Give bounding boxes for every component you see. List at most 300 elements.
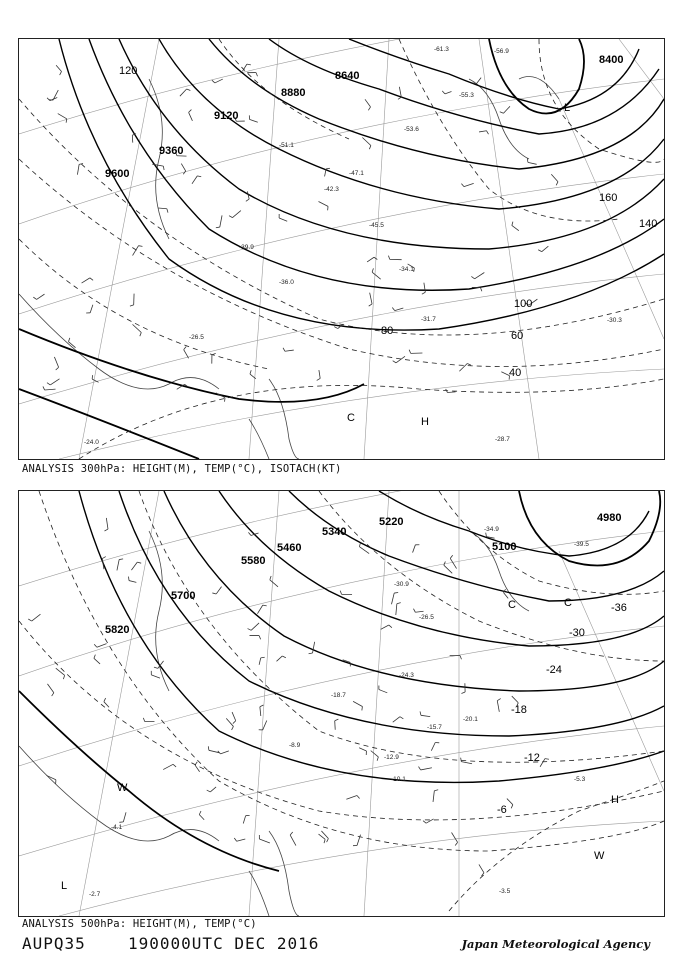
- high-center: H: [611, 794, 619, 806]
- temp-value: -28.7: [495, 436, 510, 443]
- wind-barb: [220, 215, 222, 227]
- temp-value: -20.1: [463, 716, 478, 723]
- temperature-labels: [497, 602, 627, 816]
- temp-value: -26.5: [419, 614, 434, 621]
- wind-barb: [476, 78, 481, 84]
- temp-label: -30: [569, 627, 585, 639]
- pressure-centers: [61, 597, 619, 892]
- wind-barb-feather: [102, 557, 105, 559]
- wind-barb-feather: [450, 555, 452, 558]
- wind-barb: [421, 768, 432, 770]
- coastlines: [19, 531, 529, 916]
- wind-barb: [90, 305, 93, 313]
- wind-barb-feather: [442, 91, 445, 94]
- wind-barb-feather: [256, 73, 258, 77]
- temp-value: -10.1: [391, 776, 406, 783]
- wind-barb-feather: [397, 603, 401, 604]
- station-marks: [33, 64, 558, 402]
- wind-barb-feather: [527, 158, 528, 162]
- wind-barb-feather: [409, 350, 411, 354]
- temp-value: -30.3: [607, 317, 622, 324]
- temp-label: -24: [546, 664, 562, 676]
- temp-value: -2.7: [89, 891, 101, 898]
- temp-label: -6: [497, 804, 507, 816]
- wind-barb-feather: [461, 184, 464, 187]
- wind-barb: [392, 593, 395, 604]
- wind-barb: [192, 176, 197, 184]
- height-label: 5460: [277, 542, 302, 554]
- temp-label: -12: [524, 752, 540, 764]
- wind-barb-feather: [480, 288, 481, 292]
- high-center: H: [421, 416, 429, 428]
- temp-value: -8.9: [289, 742, 301, 749]
- cold-center: C: [508, 599, 516, 611]
- height-labels: [105, 512, 621, 636]
- chart-300hpa-map: [19, 39, 664, 459]
- wind-barb: [270, 580, 278, 587]
- wind-barb: [123, 812, 126, 822]
- wind-barb-feather: [362, 706, 363, 710]
- wind-barb-feather: [420, 711, 421, 715]
- wind-barb-feather: [154, 667, 158, 668]
- wind-barb-feather: [422, 292, 425, 294]
- temp-value: -5.3: [574, 776, 586, 783]
- wind-barb: [257, 605, 262, 614]
- wind-barb: [37, 294, 45, 299]
- wind-barb-feather: [283, 348, 285, 351]
- temp-value: -45.5: [369, 222, 384, 229]
- wind-barb-feather: [140, 332, 141, 336]
- wind-barb: [551, 174, 558, 181]
- warm-center: W: [594, 850, 605, 862]
- wind-barb-feather: [139, 246, 143, 247]
- wind-barb-feather: [461, 758, 462, 762]
- wind-barb-feather: [189, 110, 192, 113]
- wind-barb: [497, 701, 499, 712]
- wind-barb-feather: [119, 559, 123, 560]
- wind-barb: [215, 79, 223, 83]
- wind-barb: [260, 707, 261, 716]
- temp-value: -24.0: [84, 439, 99, 446]
- wind-barb-feather: [369, 145, 371, 149]
- wind-barb: [54, 357, 58, 367]
- temp-value: -55.3: [459, 92, 474, 99]
- wind-barb-feather: [335, 719, 339, 721]
- wind-barb: [359, 748, 366, 751]
- wind-barb-feather: [423, 821, 426, 824]
- low-center: L: [564, 102, 571, 114]
- wind-barb: [151, 675, 160, 678]
- wind-barb: [47, 684, 53, 693]
- wind-barb: [452, 832, 458, 842]
- wind-barb: [396, 356, 405, 363]
- temp-value: -34.1: [399, 266, 414, 273]
- wind-barb-feather: [250, 370, 251, 374]
- valid-time: 190000UTC DEC 2016: [128, 934, 320, 953]
- wind-barb-feather: [90, 278, 93, 280]
- cold-center: C: [564, 597, 572, 609]
- wind-barb: [133, 246, 139, 256]
- wind-barb: [56, 65, 61, 71]
- wind-barb-feather: [94, 644, 97, 647]
- wind-barb-feather: [259, 636, 260, 640]
- temp-value: -24.3: [399, 672, 414, 679]
- wind-barb-feather: [263, 605, 267, 606]
- height-label: 5820: [105, 624, 130, 636]
- wind-barb-feather: [184, 347, 187, 350]
- temp-label: -18: [511, 704, 527, 716]
- wind-barb: [503, 106, 509, 113]
- wind-barb-feather: [317, 378, 320, 380]
- height-label: 5220: [379, 516, 404, 528]
- wind-barb-feather: [413, 609, 415, 613]
- wind-barb: [181, 164, 185, 172]
- isotach-label: [179, 458, 191, 459]
- temp-value: -26.5: [189, 334, 204, 341]
- wind-barb-feather: [434, 790, 438, 791]
- wind-barb-feather: [368, 107, 370, 110]
- isotach-label: 140: [639, 218, 658, 230]
- wind-barb: [50, 379, 59, 385]
- height-label: 9360: [159, 145, 184, 157]
- wind-barb-feather: [471, 276, 474, 278]
- wind-barb: [199, 815, 204, 820]
- wind-barb-feather: [216, 227, 220, 228]
- temp-value: -3.5: [499, 888, 511, 895]
- wind-barb-feather: [232, 726, 234, 730]
- wind-barb-feather: [455, 842, 457, 845]
- wind-barb: [479, 131, 486, 132]
- chart-500hpa-map: [19, 491, 664, 916]
- wind-barb-feather: [461, 692, 465, 694]
- wind-barb: [94, 658, 100, 664]
- wind-barb: [285, 350, 294, 351]
- wind-barb: [209, 750, 219, 752]
- temp-value: -42.3: [324, 186, 339, 193]
- low-center: L: [61, 880, 68, 892]
- temp-value: -34.9: [484, 526, 499, 533]
- wind-barb-feather: [183, 171, 185, 174]
- wind-barb: [47, 775, 56, 779]
- wind-barb: [58, 114, 67, 119]
- wind-barb: [32, 614, 41, 621]
- temp-value: -51.1: [279, 142, 294, 149]
- agency-name: Japan Meteorological Agency: [461, 937, 650, 951]
- wind-barb: [184, 350, 189, 359]
- wind-barb-feather: [545, 759, 549, 760]
- temp-value: -53.6: [404, 126, 419, 133]
- wind-barb-feather: [63, 675, 64, 679]
- wind-barb-feather: [60, 71, 62, 75]
- wind-barb-feather: [229, 216, 233, 218]
- temp-value: -31.7: [421, 316, 436, 323]
- temp-value: -61.3: [434, 46, 449, 53]
- wind-barb: [195, 765, 200, 772]
- wind-barb: [279, 218, 287, 221]
- wind-barb-feather: [28, 619, 31, 621]
- isotach-label: 60: [511, 330, 524, 342]
- wind-barb-feather: [372, 268, 373, 272]
- wind-barb: [445, 92, 452, 94]
- chart-500hpa: [18, 490, 665, 917]
- wind-barb: [226, 718, 233, 726]
- wind-barb: [504, 593, 509, 599]
- height-label: 5580: [241, 555, 266, 567]
- wind-barb: [370, 293, 372, 304]
- height-label: 8880: [281, 87, 306, 99]
- wind-barb-feather: [340, 591, 341, 595]
- wind-barb-feather: [167, 209, 168, 213]
- wind-barb-feather: [79, 164, 83, 165]
- temp-value: -15.7: [427, 724, 442, 731]
- wind-barb-feather: [212, 593, 216, 594]
- wind-barb-feather: [47, 98, 50, 101]
- wind-barb: [82, 278, 90, 283]
- wind-barb-feather: [248, 629, 252, 631]
- wind-barb: [319, 370, 320, 378]
- wind-barb: [129, 581, 136, 583]
- wind-barb-feather: [486, 533, 487, 537]
- wind-barb: [97, 644, 107, 648]
- wind-barb: [233, 211, 241, 218]
- wind-barb-feather: [105, 529, 108, 531]
- wind-barb-feather: [47, 383, 50, 385]
- isotach-label: 120: [119, 65, 138, 77]
- wind-barb-feather: [398, 97, 401, 99]
- wind-barb-feather: [137, 562, 141, 563]
- wind-barb: [259, 658, 261, 665]
- isotach-label: 160: [599, 192, 618, 204]
- wind-barb-feather: [94, 655, 95, 659]
- wind-barb: [45, 389, 56, 390]
- wind-barb-feather: [43, 386, 45, 390]
- wind-barb-feather: [369, 304, 372, 306]
- wind-barb: [163, 764, 173, 769]
- wind-barb: [372, 272, 381, 279]
- temp-value: -12.9: [384, 754, 399, 761]
- wind-barb: [528, 162, 537, 164]
- temp-value: -36.0: [279, 279, 294, 286]
- wind-barb-feather: [511, 805, 513, 809]
- wind-barb: [346, 796, 357, 800]
- wind-barb: [104, 702, 109, 708]
- height-label: 9120: [214, 110, 239, 122]
- wind-barb-feather: [187, 89, 191, 91]
- wind-barb: [512, 225, 519, 230]
- wind-barb: [117, 560, 119, 571]
- wind-barb: [461, 762, 472, 764]
- warm-center: W: [117, 782, 128, 794]
- wind-barb-feather: [246, 199, 249, 201]
- wind-barb: [371, 751, 379, 757]
- wind-barb: [106, 518, 108, 529]
- wind-barb-feather: [334, 327, 337, 329]
- wind-barb-feather: [56, 367, 59, 370]
- wind-barb: [232, 712, 236, 721]
- wind-barb-feather: [394, 593, 398, 594]
- temp-value: -39.9: [239, 244, 254, 251]
- wind-barb: [475, 272, 485, 278]
- temp-value: -39.5: [574, 541, 589, 548]
- height-label: 9600: [105, 168, 130, 180]
- wind-barb-feather: [556, 182, 558, 186]
- wind-barb-feather: [195, 762, 197, 765]
- wind-barb-feather: [377, 757, 378, 761]
- wind-barb: [447, 392, 455, 393]
- wind-barb-feather: [512, 222, 513, 226]
- wind-barb-feather: [68, 338, 69, 342]
- wind-barb: [243, 816, 245, 824]
- wind-barb: [290, 835, 296, 845]
- wind-barb: [359, 547, 369, 554]
- wind-barb: [413, 545, 416, 553]
- wind-barb: [277, 656, 283, 661]
- wind-barb: [313, 642, 315, 653]
- wind-barb-feather: [419, 767, 421, 770]
- wind-barb-feather: [207, 790, 211, 792]
- height-label: 4980: [597, 512, 622, 524]
- wind-barb: [263, 721, 267, 730]
- wind-barb-feather: [393, 361, 396, 363]
- temp-value: -18.7: [331, 692, 346, 699]
- wind-barb: [259, 839, 270, 843]
- wind-barb: [540, 759, 545, 767]
- wind-barb: [479, 864, 484, 872]
- wind-barb-feather: [327, 839, 329, 843]
- wind-barb-feather: [233, 721, 236, 724]
- caption-500hpa: ANALYSIS 500hPa: HEIGHT(M), TEMP(°C): [22, 918, 257, 930]
- wind-barb-feather: [500, 112, 504, 113]
- height-label: 5100: [492, 541, 517, 553]
- temp-label: -36: [611, 602, 627, 614]
- wind-barb-feather: [197, 176, 201, 177]
- temp-value: -30.9: [394, 581, 409, 588]
- height-label: 8640: [335, 70, 360, 82]
- wind-barb-feather: [270, 576, 271, 580]
- wind-barb: [335, 721, 336, 730]
- wind-barb-feather: [282, 656, 286, 658]
- wind-barb: [210, 787, 216, 792]
- height-label: 5700: [171, 590, 196, 602]
- wind-barb-feather: [290, 832, 293, 835]
- wind-barb: [433, 791, 434, 802]
- height-contours: [19, 491, 664, 871]
- wind-barb-feather: [234, 838, 236, 841]
- wind-barb: [251, 623, 259, 630]
- cold-center: C: [347, 412, 355, 424]
- wind-barb: [464, 183, 474, 186]
- wind-barb: [542, 246, 549, 252]
- wind-barb: [319, 834, 326, 839]
- wind-barb-feather: [247, 64, 251, 65]
- wind-barb: [379, 690, 387, 693]
- wind-barb-feather: [326, 168, 330, 169]
- wind-barb-feather: [309, 653, 313, 654]
- isotach-label: 80: [381, 325, 394, 337]
- chart-300hpa: [18, 38, 665, 460]
- wind-barb-feather: [212, 80, 215, 83]
- wind-barb: [318, 201, 328, 206]
- wind-barb-feather: [388, 256, 389, 260]
- wind-barb-feather: [248, 532, 251, 535]
- wind-barb-feather: [467, 364, 471, 366]
- isotach-label: 100: [514, 298, 533, 310]
- wind-barb: [365, 99, 371, 107]
- wind-barb: [189, 112, 193, 120]
- wind-barb: [421, 715, 430, 716]
- wind-barb: [220, 751, 228, 754]
- wind-barb-feather: [212, 353, 216, 354]
- wind-barb-feather: [538, 250, 541, 252]
- wind-barb: [512, 696, 518, 703]
- wind-barb-feather: [324, 839, 325, 843]
- wind-barb-feather: [359, 543, 360, 547]
- wind-barb: [249, 119, 257, 122]
- wind-barb-feather: [33, 297, 36, 299]
- wind-barb: [133, 324, 142, 332]
- wind-barb-feather: [357, 796, 360, 799]
- wind-barb: [77, 164, 79, 174]
- wind-barb: [459, 364, 467, 372]
- wind-barb-feather: [143, 718, 144, 722]
- wind-barb-feather: [444, 562, 446, 566]
- wind-barb: [362, 137, 370, 145]
- bulletin-code: AUPQ35: [22, 934, 86, 953]
- height-label: 5340: [322, 526, 347, 538]
- wind-barb: [158, 208, 166, 209]
- isotach-label: 40: [509, 367, 522, 379]
- wind-barb: [396, 604, 397, 615]
- wind-barb: [216, 587, 221, 594]
- wind-barb-feather: [497, 699, 500, 701]
- wind-barb-feather: [460, 656, 461, 660]
- grid-lines: [19, 491, 664, 916]
- wind-barb: [180, 89, 187, 96]
- wind-barb: [507, 799, 513, 805]
- temp-value: -4.1: [111, 824, 123, 831]
- wind-barb: [393, 717, 400, 722]
- isotach-labels: [119, 65, 657, 459]
- temp-value: -47.1: [349, 170, 364, 177]
- wind-barb: [56, 668, 65, 675]
- wind-barb: [444, 565, 452, 573]
- wind-barb: [450, 558, 456, 568]
- wind-barb: [381, 625, 389, 629]
- wind-barb-feather: [104, 698, 106, 702]
- wind-barb-feather: [389, 625, 392, 628]
- temp-value: -56.9: [494, 48, 509, 55]
- wind-barb-feather: [486, 131, 488, 134]
- wind-barb: [353, 701, 362, 706]
- height-label: 8400: [599, 54, 624, 66]
- wind-barb-feather: [208, 746, 209, 750]
- wind-barb: [237, 839, 246, 841]
- wind-barb-feather: [173, 764, 176, 767]
- temperature-contours: [19, 491, 664, 911]
- wind-barb-feather: [400, 717, 403, 719]
- wind-barb: [431, 743, 435, 751]
- wind-barb-feather: [52, 693, 54, 696]
- wind-barb-feather: [199, 811, 201, 815]
- wind-barb-feather: [163, 166, 164, 170]
- wind-barb-feather: [260, 705, 264, 707]
- wind-barb: [415, 611, 423, 612]
- pressure-centers: [347, 102, 570, 428]
- wind-barb-feather: [130, 305, 134, 306]
- wind-barb-feather: [261, 657, 265, 658]
- wind-barb: [131, 562, 137, 570]
- wind-barb-feather: [392, 308, 394, 311]
